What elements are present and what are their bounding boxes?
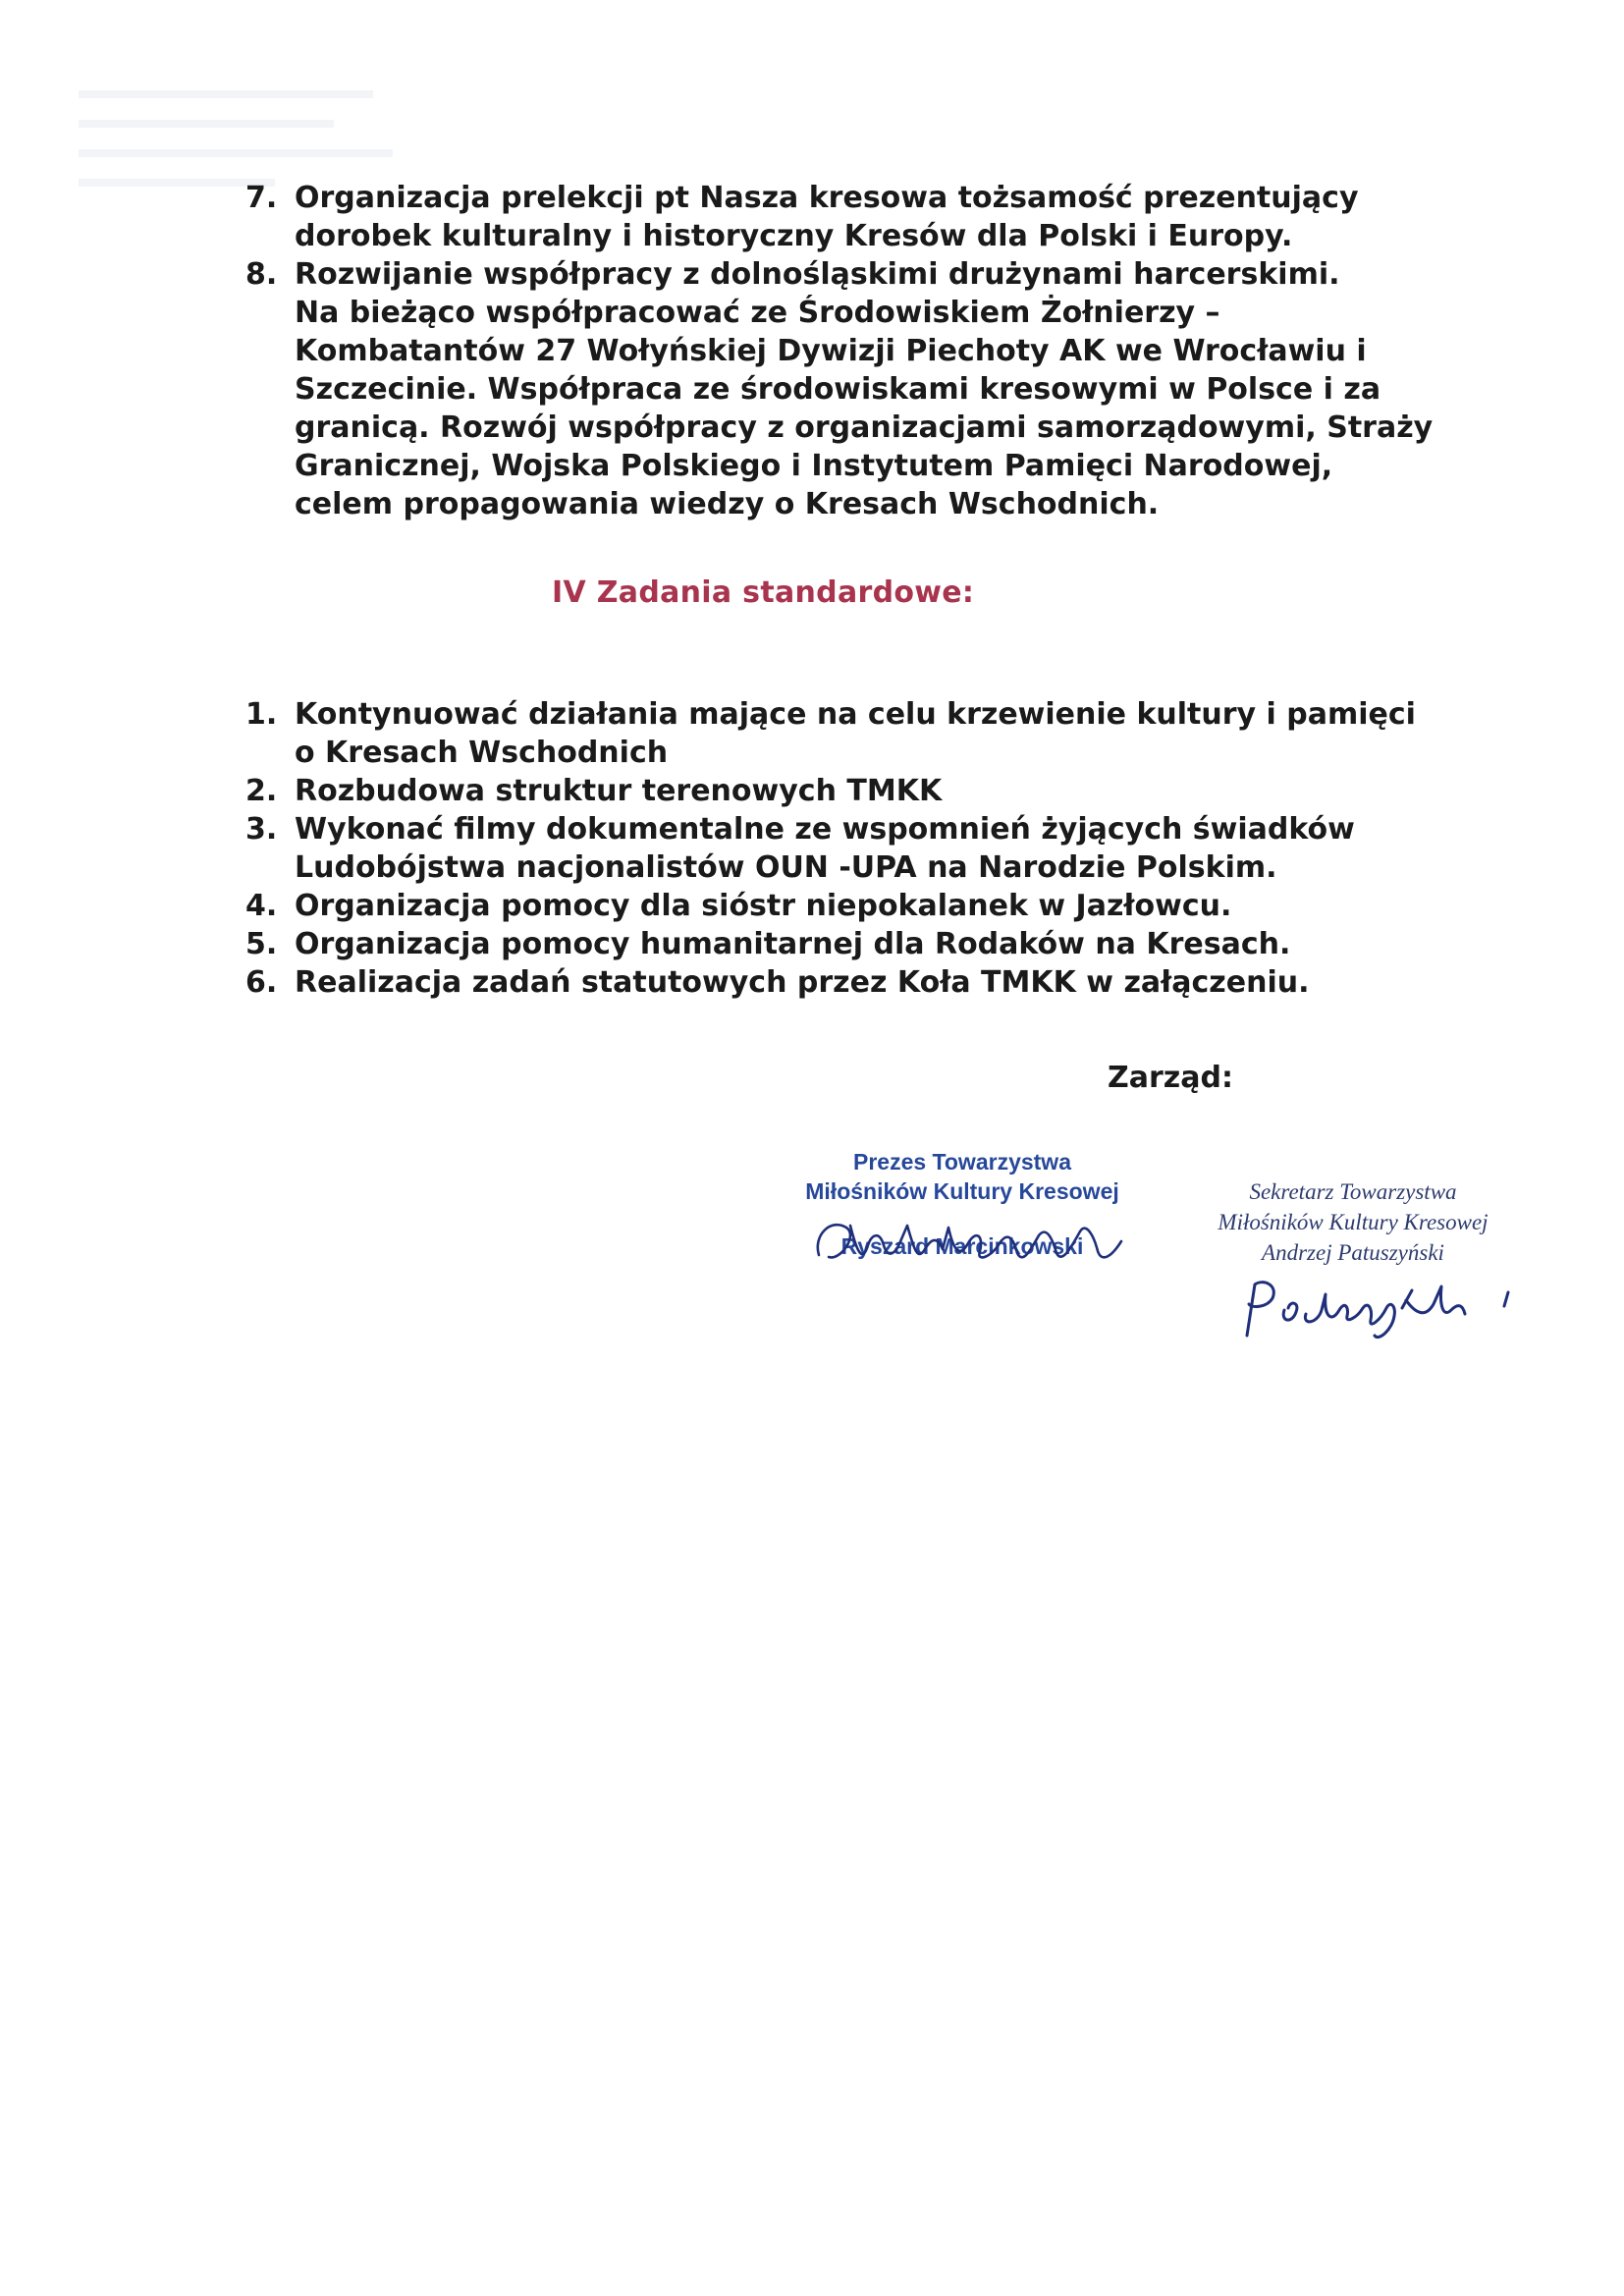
item-number: 4.	[245, 889, 278, 923]
stamp-line: Miłośników Kultury Kresowej	[1218, 1210, 1489, 1234]
list-item-2	[245, 772, 1453, 810]
list-item-6	[245, 963, 1453, 1002]
item-line: Rozwijanie współpracy z dolnośląskimi drużynami harcerskimi.	[295, 257, 1340, 292]
stamp-line: Sekretarz Towarzystwa	[1249, 1179, 1457, 1204]
item-line: Organizacja prelekcji pt Nasza kresowa tożsamość prezentujący	[295, 181, 1359, 215]
item-line: Ludobójstwa nacjonalistów OUN -UPA na Narodzie Polskim.	[295, 850, 1277, 885]
item-line: Kontynuować działania mające na celu krzewienie kultury i pamięci	[295, 697, 1416, 732]
list-item-1	[245, 695, 1453, 772]
item-line: Realizacja zadań statutowych przez Koła TMKK w załączeniu.	[295, 965, 1310, 1000]
item-number: 3.	[245, 812, 278, 847]
secretary-stamp	[1166, 1176, 1540, 1268]
item-line: Na bieżąco współpracować ze Środowiskiem Żołnierzy –	[295, 296, 1220, 330]
goals-list-continued	[245, 179, 1453, 523]
item-number: 8.	[245, 257, 278, 292]
item-line: celem propagowania wiedzy o Kresach Wschodnich.	[295, 487, 1160, 521]
item-line: Kombatantów 27 Wołyńskiej Dywizji Piechoty AK we Wrocławiu i	[295, 334, 1367, 368]
board-label: Zarząd:	[1108, 1061, 1233, 1095]
list-item-5	[245, 925, 1453, 963]
stamp-line: Prezes Towarzystwa	[852, 1149, 1071, 1175]
item-line: o Kresach Wschodnich	[295, 736, 669, 770]
item-line: granicą. Rozwój współpracy z organizacjami samorządowymi, Straży	[295, 410, 1434, 445]
item-number: 7.	[245, 181, 278, 215]
secretary-signature	[1233, 1275, 1528, 1343]
standard-tasks-list	[245, 695, 1453, 1002]
item-number: 5.	[245, 927, 278, 961]
item-line: Szczecinie. Współpraca ze środowiskami kresowymi w Polsce i za	[295, 372, 1381, 407]
item-line: Rozbudowa struktur terenowych TMKK	[295, 774, 943, 808]
section-heading: IV Zadania standardowe:	[552, 575, 975, 610]
item-number: 6.	[245, 965, 278, 1000]
list-item-4	[245, 887, 1453, 925]
list-item-7	[245, 179, 1453, 255]
stamp-name: Andrzej Patuszyński	[1262, 1240, 1444, 1265]
item-line: Organizacja pomocy dla sióstr niepokalanek w Jazłowcu.	[295, 889, 1232, 923]
stamp-line: Miłośników Kultury Kresowej	[805, 1178, 1119, 1204]
item-line: Granicznej, Wojska Polskiego i Instytutem Pamięci Narodowej,	[295, 449, 1333, 483]
president-signature	[811, 1206, 1135, 1285]
item-line: Organizacja pomocy humanitarnej dla Rodaków na Kresach.	[295, 927, 1291, 961]
list-item-8	[245, 255, 1453, 523]
item-line: dorobek kulturalny i historyczny Kresów dla Polski i Europy.	[295, 219, 1293, 253]
item-line: Wykonać filmy dokumentalne ze wspomnień żyjących świadków	[295, 812, 1355, 847]
item-number: 1.	[245, 697, 278, 732]
stamp-name: Ryszard Marcinkowski	[840, 1233, 1084, 1259]
list-item-3	[245, 810, 1453, 887]
item-number: 2.	[245, 774, 278, 808]
